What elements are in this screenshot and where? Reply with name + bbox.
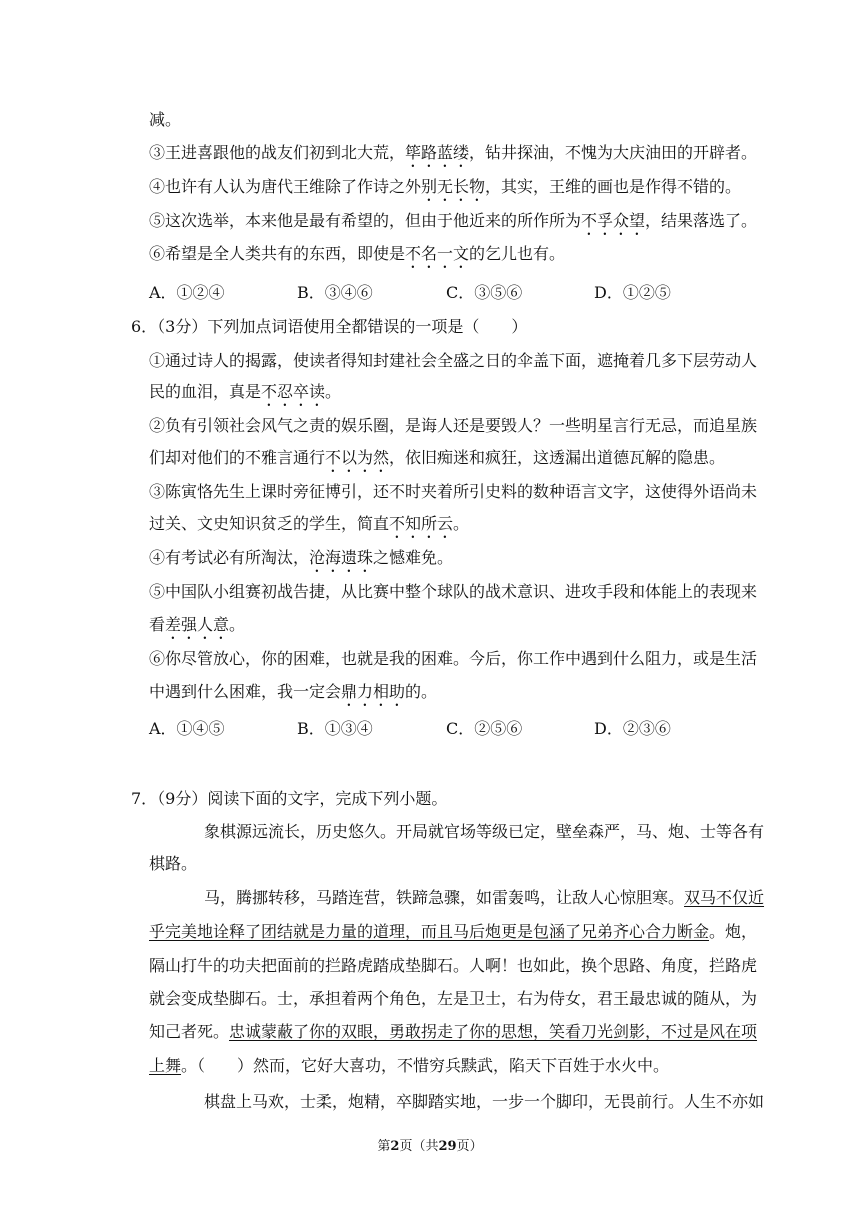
q7-para-3-line-1: 棋盘上马欢，士柔，炮精，卒脚踏实地，一步一个脚印，无畏前行。人生不亦如 [204, 1092, 765, 1111]
q5-item-5 [149, 210, 757, 239]
q7-para-2-line-1 [204, 887, 764, 909]
q7-stem: 7．（9分）阅读下面的文字，完成下列小题。 [131, 789, 448, 808]
page-footer [0, 1138, 860, 1156]
q7-para-2-line-4: 就会变成垫脚石。士，承担着两个角色，左是卫士，右为侍女，君王最忠诚的随从，为 [149, 989, 758, 1008]
q6-option-d[interactable]: D．②③⑥ [594, 719, 671, 738]
q7-para-1-line-1: 象棋源远流长，历史悠久。开局就官场等级已定，壁垒森严，马、炮、士等各有 [204, 822, 765, 841]
q6-option-c[interactable]: C．②⑤⑥ [446, 719, 523, 738]
q6-item-3-text-end: 。 [453, 514, 470, 533]
q6-item-1-line-2 [149, 381, 341, 410]
q5-item-4-text: ④也许有人认为唐代王维除了作诗之外 [149, 177, 422, 196]
q7-para-2-text-2: 。炮， [709, 922, 758, 941]
q6-item-1-dotted-phrase: 不忍卒读 [261, 382, 326, 401]
q6-item-5-line-1: ⑤中国队小组赛初战告捷，从比赛中整个球队的战术意识、进攻手段和体能上的表现来 [149, 582, 758, 601]
q6-item-1-text-end: 。 [325, 382, 342, 401]
q6-item-2-line-2 [149, 447, 725, 476]
q5-continuation: 减。 [149, 110, 182, 129]
q7-underlined-sentence-2: 忠诚蒙蔽了你的双眼，勇敢拐走了你的思想，笑看刀光剑影，不过是风在项 [229, 1022, 758, 1041]
q7-underlined-sentence-2-cont: 上舞 [149, 1056, 182, 1075]
q6-stem: 6．（3分）下列加点词语使用全都错误的一项是（ ） [131, 317, 528, 336]
q5-item-4-dotted-phrase: 别无长物 [421, 177, 486, 196]
footer-page-number: 2 [390, 1139, 400, 1154]
q6-item-3-line-1: ③陈寅恪先生上课时旁征博引，还不时夹着所引史料的数种语言文字，这使得外语尚未 [149, 482, 758, 501]
q7-para-2-line-5 [149, 1021, 757, 1043]
q5-item-5-dotted-phrase: 不孚众望 [581, 211, 646, 230]
q7-para-2-text-6: 。（ ）然而，它好大喜功，不惜穷兵黩武，陷天下百姓于水火中。 [181, 1056, 670, 1075]
q5-option-a[interactable]: A．①②④ [149, 283, 225, 302]
q5-item-4-text-end: ，其实，王维的画也是作得不错的。 [485, 177, 742, 196]
q5-item-6-text-end: 的乞儿也有。 [469, 244, 566, 263]
q7-para-2-line-2 [149, 921, 757, 943]
q6-item-4-text-end: 之憾难免。 [373, 548, 454, 567]
q5-item-4 [149, 176, 741, 205]
q6-item-3-line-2 [149, 513, 469, 542]
q7-para-2-text: 马，腾挪转移，马踏连营，铁蹄急骤，如雷轰鸣，让敌人心惊胆寒。 [204, 888, 685, 907]
q6-item-4 [149, 547, 453, 576]
q7-para-1-line-2: 棋路。 [149, 854, 198, 873]
q6-option-b[interactable]: B．①③④ [297, 719, 373, 738]
q7-para-2-line-6 [149, 1055, 669, 1077]
q7-para-2-line-3: 隔山打牛的功夫把面前的拦路虎踏成垫脚石。人啊！也如此，换个思路、角度，拦路虎 [149, 956, 758, 975]
q6-option-a[interactable]: A．①④⑤ [149, 719, 225, 738]
q5-item-3-text: ③王进喜跟他的战友们初到北大荒， [149, 143, 406, 162]
q6-item-2-line-1: ②负有引领社会风气之责的娱乐圈，是诲人还是要毁人？一些明星言行无忌，而追星族 [149, 416, 758, 435]
footer-suffix: 页） [456, 1139, 483, 1154]
q5-option-d[interactable]: D．①②⑤ [594, 283, 671, 302]
q6-item-6-text: 中遇到什么困难，我一定会 [149, 682, 342, 701]
q6-item-2-text-end: ，依旧痴迷和疯狂，这透漏出道德瓦解的隐患。 [389, 448, 726, 467]
q5-item-6-text: ⑥希望是全人类共有的东西，即使是 [149, 244, 406, 263]
q5-item-5-text: ⑤这次选举，本来他是最有希望的，但由于他近来的所作所为 [149, 211, 582, 230]
footer-middle: 页（共 [399, 1139, 439, 1154]
q6-item-6-line-2 [149, 681, 437, 710]
q5-item-3-text-end: ，钻井探油，不愧为大庆油田的开辟者。 [469, 143, 758, 162]
q6-item-6-line-1: ⑥你尽管放心，你的困难，也就是我的困难。今后，你工作中遇到什么阻力，或是生活 [149, 649, 758, 668]
q6-item-6-dotted-phrase: 鼎力相助 [341, 682, 406, 701]
q6-item-1-text: 民的血泪，真是 [149, 382, 262, 401]
q6-item-5-dotted-phrase: 差强人意 [165, 615, 230, 634]
q6-item-5-text: 看 [149, 615, 166, 634]
q7-underlined-sentence-1-cont: 乎完美地诠释了团结就是力量的道理，而且马后炮更是包涵了兄弟齐心合力断金 [149, 922, 710, 941]
q7-underlined-sentence-1: 双马不仅近 [684, 888, 765, 907]
q6-item-4-text: ④有考试必有所淘汰， [149, 548, 310, 567]
q5-item-3 [149, 142, 757, 171]
q5-item-3-dotted-phrase: 筚路蓝缕 [405, 143, 470, 162]
q6-item-2-text: 们却对他们的不雅言通行 [149, 448, 326, 467]
q5-option-b[interactable]: B．③④⑥ [297, 283, 373, 302]
q6-item-5-text-end: 。 [229, 615, 246, 634]
footer-total-pages: 29 [438, 1139, 457, 1154]
q6-item-1-line-1: ①通过诗人的揭露，使读者得知封建社会全盛之日的伞盖下面，遮掩着几多下层劳动人 [149, 351, 758, 370]
q6-item-3-text: 过关、文史知识贫乏的学生，简直 [149, 514, 390, 533]
q7-para-2-text-5: 知己者死。 [149, 1022, 230, 1041]
q5-option-c[interactable]: C．③⑤⑥ [446, 283, 523, 302]
q6-item-4-dotted-phrase: 沧海遗珠 [309, 548, 374, 567]
q5-item-5-text-end: ，结果落选了。 [645, 211, 758, 230]
footer-prefix: 第 [377, 1139, 391, 1154]
q5-item-6 [149, 243, 565, 272]
q6-item-6-text-end: 的。 [405, 682, 438, 701]
q6-item-3-dotted-phrase: 不知所云 [389, 514, 454, 533]
q6-item-2-dotted-phrase: 不以为然 [325, 448, 390, 467]
q5-item-6-dotted-phrase: 不名一文 [405, 244, 470, 263]
q6-item-5-line-2 [149, 614, 245, 643]
